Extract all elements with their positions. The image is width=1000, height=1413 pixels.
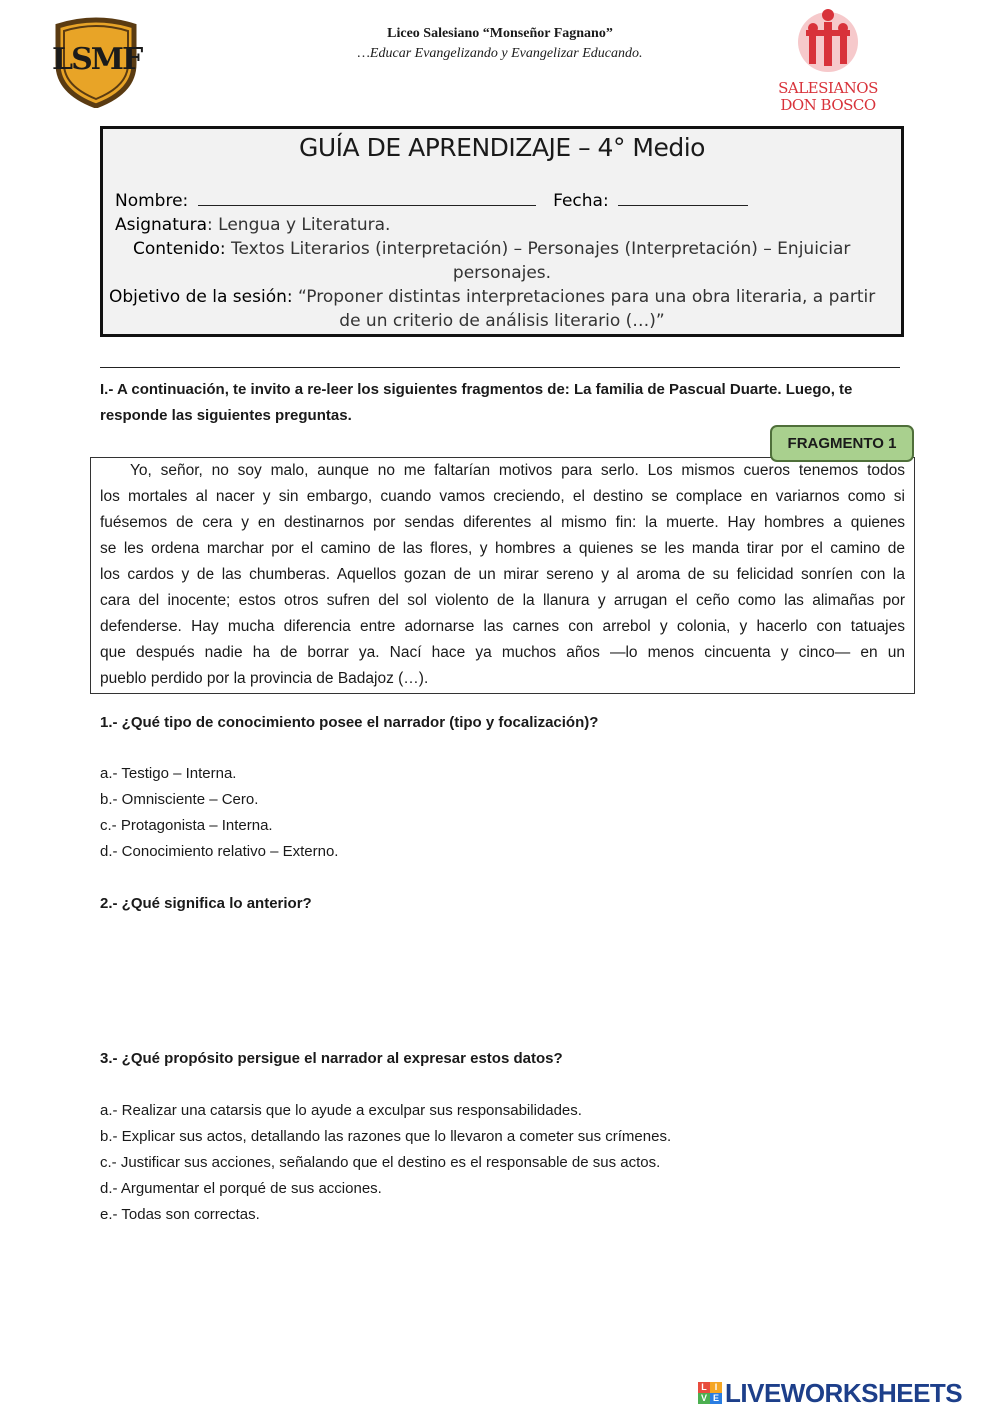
objetivo-line — [109, 285, 875, 309]
guide-title: GUÍA DE APRENDIZAJE – 4° Medio — [299, 133, 705, 162]
question-3-options — [100, 1098, 671, 1228]
school-header — [250, 24, 750, 64]
salesianos-figures-icon — [796, 6, 860, 78]
school-motto: …Educar Evangelizando y Evangelizar Educando. — [357, 46, 643, 61]
liveworksheets-logo-letter: V — [698, 1393, 710, 1404]
salesianos-logo-line-2: DON BOSCO — [780, 96, 876, 114]
contenido-line — [133, 237, 850, 261]
question-3: 3.- ¿Qué propósito persigue el narrador al expresar estos datos? — [100, 1050, 563, 1067]
fecha-label: Fecha: — [553, 191, 609, 211]
asignatura-line — [115, 213, 390, 237]
question-1-option-d[interactable]: d.- Conocimiento relativo – Externo. — [100, 843, 339, 860]
fragment-line: los cardos y de las chumberas. Aquellos gozan de un mirar sereno y al aroma de su felicidad sonríen con la — [100, 566, 905, 583]
section-divider — [100, 367, 900, 368]
contenido-label: Contenido: — [133, 239, 226, 259]
nombre-field[interactable] — [198, 192, 536, 206]
school-name: Liceo Salesiano “Monseñor Fagnano” — [387, 26, 613, 41]
question-3-option-d[interactable]: d.- Argumentar el porqué de sus acciones. — [100, 1180, 382, 1197]
question-1-option-a[interactable]: a.- Testigo – Interna. — [100, 765, 237, 782]
salesianos-logo-line-1: SALESIANOS — [778, 79, 878, 97]
nombre-label: Nombre: — [115, 191, 189, 211]
fragment-line: que después nadie ha de borrar ya. Nací hace ya muchos años —lo menos cincuenta y cinco— en un — [100, 644, 905, 661]
fragment-line: defenderse. Hay mucha diferencia entre adornarse las carnes con arrebol y colonia, y hacerlo con tatuajes — [100, 618, 905, 635]
fragment-line: Yo, señor, no soy malo, aunque no me faltarían motivos para serlo. Los mismos cueros tenemos todos — [130, 462, 905, 479]
school-logo — [52, 16, 140, 108]
instruction-line-1: I.- A continuación, te invito a re-leer los siguientes fragmentos de: La familia de Pascual Duarte. Luego, te — [100, 381, 853, 398]
objetivo-label: Objetivo de la sesión: — [109, 287, 293, 307]
question-3-option-a[interactable]: a.- Realizar una catarsis que lo ayude a exculpar sus responsabilidades. — [100, 1102, 582, 1119]
salesianos-logo-text — [772, 80, 884, 114]
question-3-option-c[interactable]: c.- Justificar sus acciones, señalando que el destino es el responsable de sus actos. — [100, 1154, 661, 1171]
objetivo-value: “Proponer distintas interpretaciones para una obra literaria, a partir — [298, 287, 876, 307]
fragment-text-box — [90, 457, 915, 694]
question-3-option-b[interactable]: b.- Explicar sus actos, detallando las razones que lo llevaron a cometer sus crímenes. — [100, 1128, 672, 1145]
instruction-line-2: responde las siguientes preguntas. — [100, 407, 352, 424]
asignatura-label: Asignatura — [115, 215, 208, 235]
nombre-fecha-line — [115, 189, 748, 213]
liveworksheets-logo-letter: L — [698, 1382, 710, 1393]
instruction — [100, 377, 910, 429]
objetivo-value-continued: de un criterio de análisis literario (…)” — [339, 311, 665, 331]
question-1-option-c[interactable]: c.- Protagonista – Interna. — [100, 817, 273, 834]
question-2-answer-area[interactable] — [100, 925, 900, 1035]
liveworksheets-logo-letter: E — [710, 1393, 722, 1404]
fragment-line: pueblo perdido por la provincia de Badajoz (…). — [100, 670, 429, 687]
question-1-options — [100, 761, 338, 865]
liveworksheets-logo-icon — [698, 1382, 722, 1404]
fragment-line: se les ordena marchar por el camino de las flores, y hombres a quienes se les manda tirar por el camino de — [100, 540, 905, 557]
question-3-option-e[interactable]: e.- Todas son correctas. — [100, 1206, 260, 1223]
contenido-value-continued: personajes. — [452, 263, 552, 283]
objetivo-continuation — [103, 309, 901, 333]
asignatura-value: : Lengua y Literatura. — [207, 215, 391, 235]
fragment-tag: FRAGMENTO 1 — [770, 425, 914, 462]
liveworksheets-logo-letter: I — [710, 1382, 722, 1393]
fragment-line: cara del inocente; estos otros sufren del sol violento de la llanura y arrugan el ceño como las alimañas por — [100, 592, 905, 609]
question-1: 1.- ¿Qué tipo de conocimiento posee el narrador (tipo y focalización)? — [100, 714, 599, 731]
fecha-field[interactable] — [618, 192, 748, 206]
salesianos-logo — [772, 6, 884, 118]
liveworksheets-wordmark: LIVEWORKSHEETS — [725, 1378, 963, 1408]
question-2: 2.- ¿Qué significa lo anterior? — [100, 895, 312, 912]
liveworksheets-brand — [698, 1378, 993, 1408]
fragment-line: fuésemos de cera y en destinarnos por sendas diferentes al mismo fin: la muerte. Hay hombres a quienes — [100, 514, 905, 531]
guide-header-box — [100, 126, 904, 337]
contenido-continuation — [103, 261, 901, 285]
school-logo-monogram: LSMF — [52, 42, 142, 77]
fragment-line: los mortales al nacer y sin embargo, cuando vamos creciendo, el destino se complace en variarnos como si — [100, 488, 905, 505]
question-1-option-b[interactable]: b.- Omnisciente – Cero. — [100, 791, 259, 808]
contenido-value: Textos Literarios (interpretación) – Personajes (Interpretación) – Enjuiciar — [231, 239, 851, 259]
